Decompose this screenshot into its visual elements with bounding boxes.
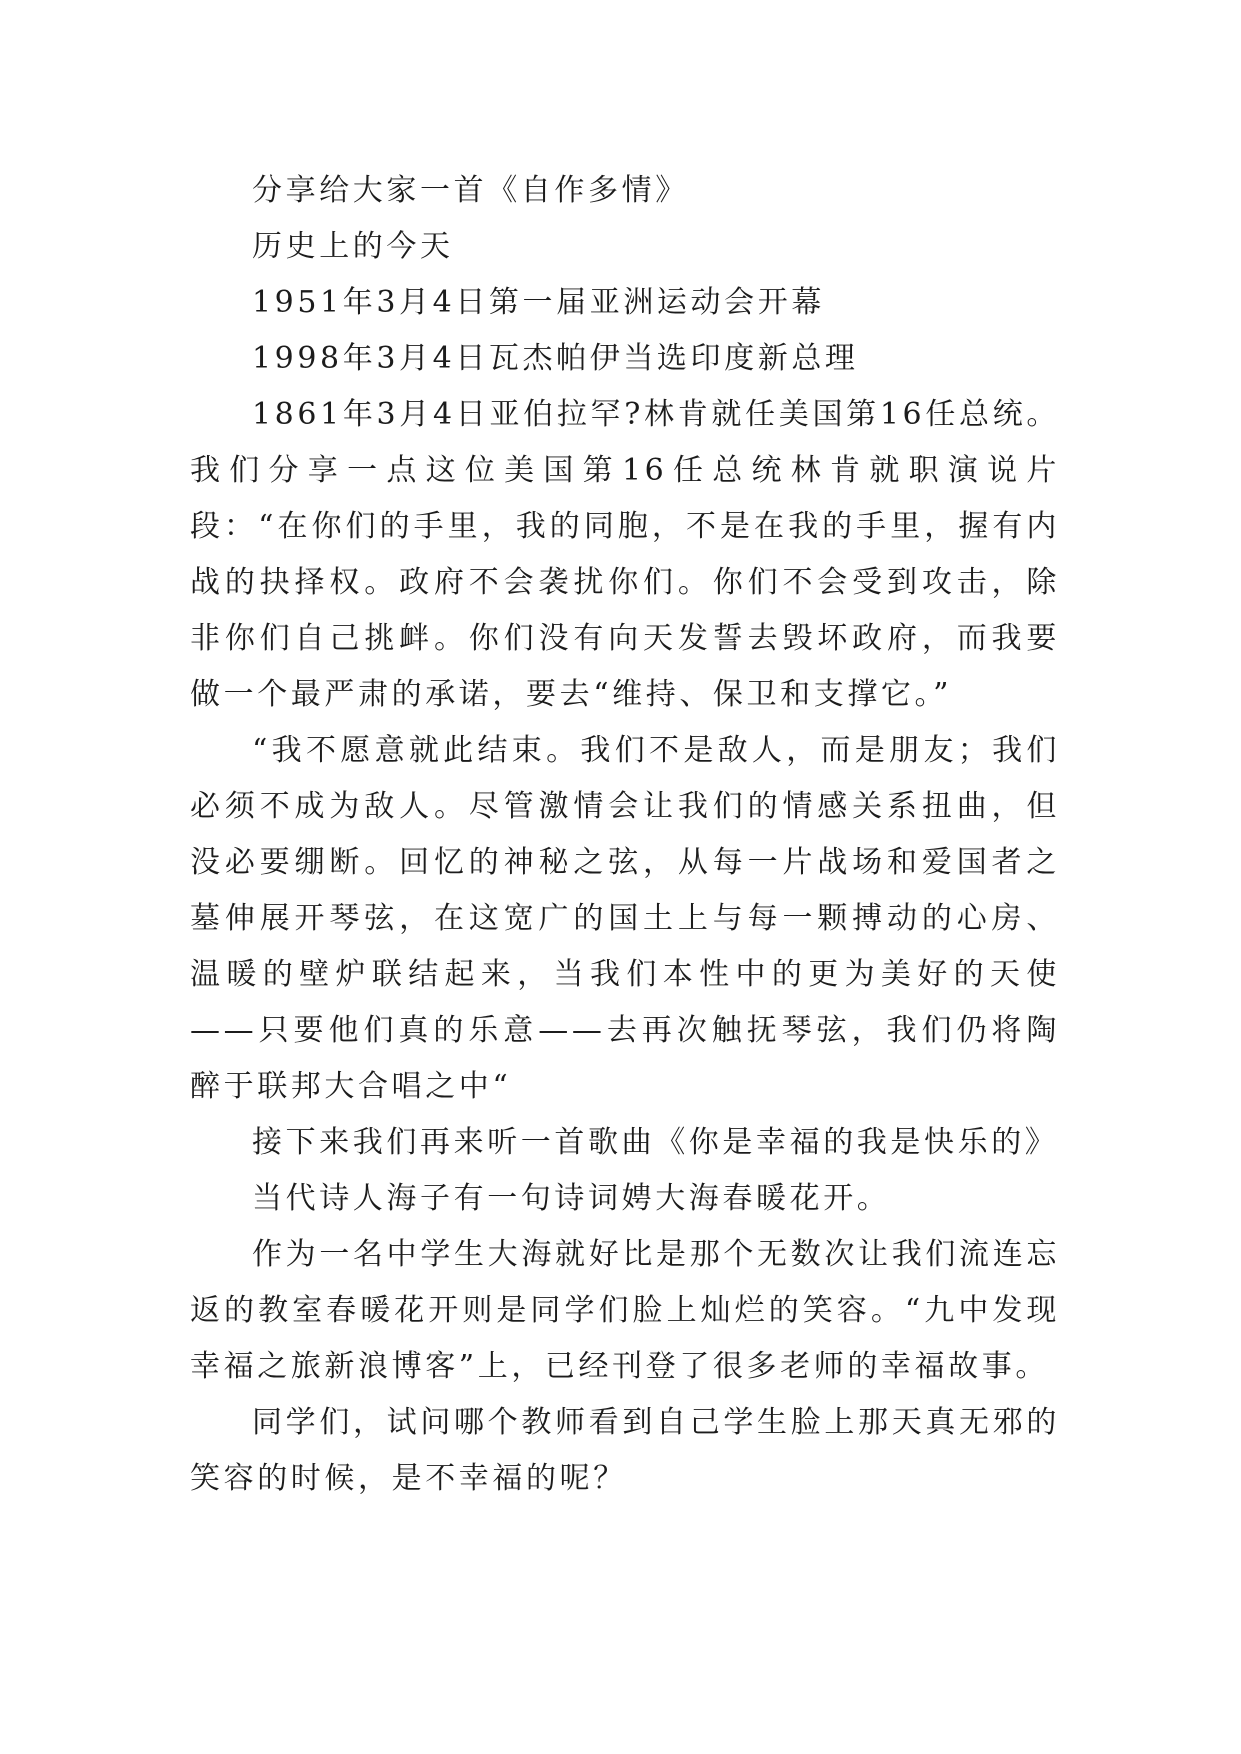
paragraph-next-song: 接下来我们再来听一首歌曲《你是幸福的我是快乐的》: [252, 1125, 1059, 1160]
paragraph-history-1998: 1998年3月4日瓦杰帕伊当选印度新总理: [252, 341, 859, 376]
document-body: [190, 163, 1060, 1507]
paragraph-history-1951: 1951年3月4日第一届亚洲运动会开幕: [252, 285, 825, 320]
paragraph-history-heading: 历史上的今天: [252, 229, 454, 264]
paragraph-closing-question: 同学们，试问哪个教师看到自己学生脸上那天真无邪的笑容的时候，是不幸福的呢？: [190, 1405, 1060, 1496]
paragraph-lincoln-quote: “我不愿意就此结束。我们不是敌人，而是朋友；我们必须不成为敌人。尽管激情会让我们的情感关系扭曲，但没必要绷断。回忆的神秘之弦，从每一片战场和爱国者之墓伸展开琴弦，在这宽广的国土上与每一颗搏动的心房、温暖的壁炉联结起来，当我们本性中的更为美好的天使——只要他们真的乐意——去再次触抚琴弦，我们仍将陶醉于联邦大合唱之中“: [190, 733, 1060, 1104]
paragraph-song-share: 分享给大家一首《自作多情》: [252, 173, 689, 208]
paragraph-lincoln-inauguration: 1861年3月4日亚伯拉罕?林肯就任美国第16任总统。我们分享一点这位美国第16任总统林肯就职演说片段：“在你们的手里，我的同胞，不是在我的手里，握有内战的抉择权。政府不会袭扰你们。你们不会受到攻击，除非你们自己挑衅。你们没有向天发誓去毁坏政府，而我要做一个最严肃的承诺，要去“维持、保卫和支撑它。”: [190, 397, 1060, 712]
paragraph-haizi-poem: 当代诗人海子有一句诗词娉大海春暖花开。: [252, 1181, 891, 1216]
paragraph-student-view: 作为一名中学生大海就好比是那个无数次让我们流连忘返的教室春暖花开则是同学们脸上灿烂的笑容。“九中发现幸福之旅新浪博客”上，已经刊登了很多老师的幸福故事。: [190, 1237, 1060, 1384]
